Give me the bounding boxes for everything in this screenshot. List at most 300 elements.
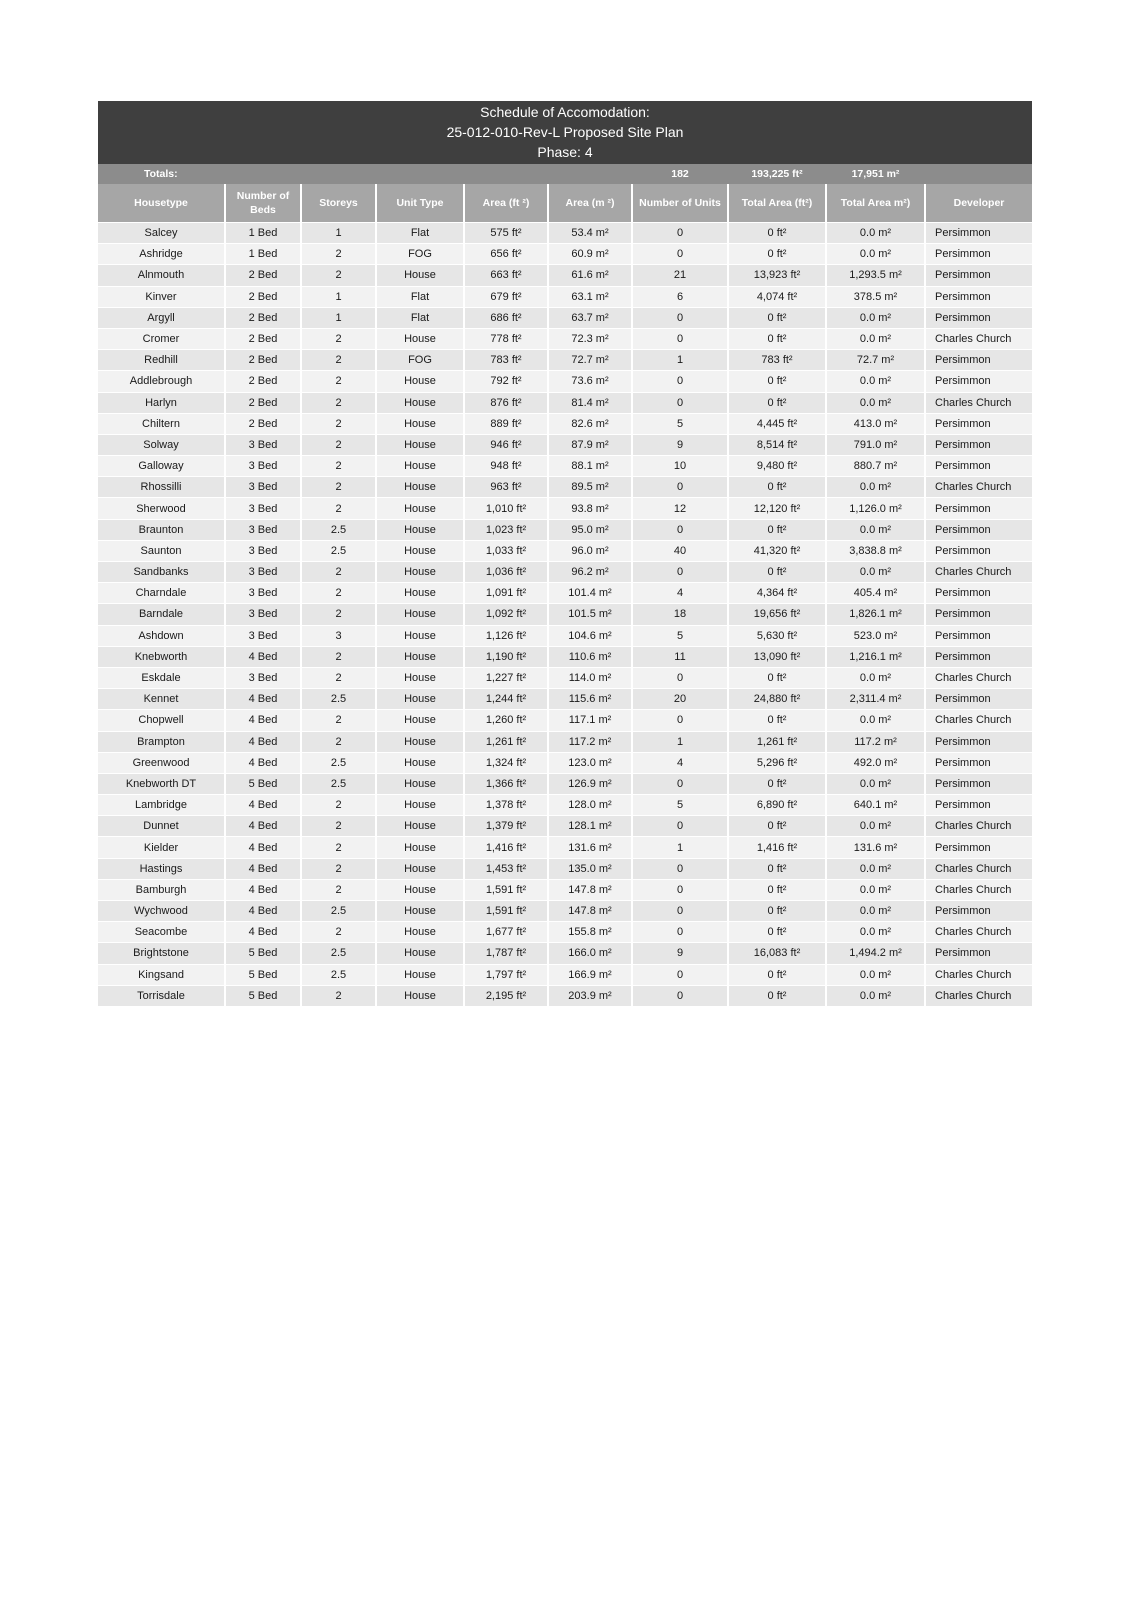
cell-num-units: 0 bbox=[632, 667, 728, 688]
cell-unit-type: House bbox=[376, 498, 464, 519]
cell-num-units: 40 bbox=[632, 540, 728, 561]
cell-storeys: 2 bbox=[301, 837, 376, 858]
cell-area-m2: 61.6 m² bbox=[548, 265, 632, 286]
cell-area-ft2: 778 ft² bbox=[464, 328, 548, 349]
cell-housetype: Barndale bbox=[98, 604, 225, 625]
cell-total-area-m2: 0.0 m² bbox=[826, 392, 925, 413]
cell-area-m2: 72.3 m² bbox=[548, 328, 632, 349]
cell-total-area-m2: 405.4 m² bbox=[826, 583, 925, 604]
cell-housetype: Harlyn bbox=[98, 392, 225, 413]
cell-total-area-m2: 0.0 m² bbox=[826, 879, 925, 900]
cell-developer: Persimmon bbox=[925, 901, 1032, 922]
cell-area-m2: 82.6 m² bbox=[548, 413, 632, 434]
table-row bbox=[98, 265, 1032, 286]
cell-num-units: 0 bbox=[632, 879, 728, 900]
cell-developer: Charles Church bbox=[925, 328, 1032, 349]
cell-storeys: 2 bbox=[301, 456, 376, 477]
cell-beds: 3 Bed bbox=[225, 583, 301, 604]
cell-area-ft2: 1,324 ft² bbox=[464, 752, 548, 773]
cell-housetype: Hastings bbox=[98, 858, 225, 879]
cell-area-m2: 123.0 m² bbox=[548, 752, 632, 773]
cell-area-m2: 115.6 m² bbox=[548, 689, 632, 710]
schedule-sheet bbox=[98, 101, 1032, 1006]
cell-area-m2: 63.1 m² bbox=[548, 286, 632, 307]
header-num-units: Number of Units bbox=[632, 184, 728, 223]
table-row bbox=[98, 837, 1032, 858]
cell-beds: 3 Bed bbox=[225, 477, 301, 498]
header-area-m2: Area (m ²) bbox=[548, 184, 632, 223]
cell-beds: 4 Bed bbox=[225, 646, 301, 667]
table-row bbox=[98, 371, 1032, 392]
cell-storeys: 2 bbox=[301, 328, 376, 349]
cell-developer: Persimmon bbox=[925, 286, 1032, 307]
table-row bbox=[98, 604, 1032, 625]
cell-unit-type: House bbox=[376, 456, 464, 477]
cell-unit-type: House bbox=[376, 328, 464, 349]
cell-total-area-m2: 0.0 m² bbox=[826, 477, 925, 498]
cell-storeys: 1 bbox=[301, 286, 376, 307]
cell-developer: Persimmon bbox=[925, 223, 1032, 244]
cell-storeys: 2 bbox=[301, 667, 376, 688]
cell-storeys: 2.5 bbox=[301, 964, 376, 985]
cell-num-units: 4 bbox=[632, 752, 728, 773]
table-row bbox=[98, 964, 1032, 985]
cell-unit-type: House bbox=[376, 434, 464, 455]
cell-unit-type: House bbox=[376, 519, 464, 540]
cell-area-m2: 60.9 m² bbox=[548, 244, 632, 265]
cell-total-area-ft2: 0 ft² bbox=[728, 816, 826, 837]
cell-beds: 2 Bed bbox=[225, 413, 301, 434]
cell-area-ft2: 963 ft² bbox=[464, 477, 548, 498]
cell-housetype: Charndale bbox=[98, 583, 225, 604]
cell-unit-type: House bbox=[376, 773, 464, 794]
cell-storeys: 2 bbox=[301, 731, 376, 752]
table-row bbox=[98, 223, 1032, 244]
cell-housetype: Bamburgh bbox=[98, 879, 225, 900]
cell-area-ft2: 686 ft² bbox=[464, 307, 548, 328]
cell-housetype: Kennet bbox=[98, 689, 225, 710]
cell-unit-type: House bbox=[376, 667, 464, 688]
cell-unit-type: House bbox=[376, 858, 464, 879]
title-line-1: Schedule of Accomodation: bbox=[480, 104, 650, 120]
table-row bbox=[98, 456, 1032, 477]
cell-housetype: Sandbanks bbox=[98, 562, 225, 583]
cell-storeys: 2.5 bbox=[301, 773, 376, 794]
cell-total-area-ft2: 0 ft² bbox=[728, 371, 826, 392]
cell-storeys: 2 bbox=[301, 985, 376, 1006]
cell-num-units: 5 bbox=[632, 413, 728, 434]
cell-num-units: 0 bbox=[632, 307, 728, 328]
table-row bbox=[98, 646, 1032, 667]
table-row bbox=[98, 286, 1032, 307]
cell-area-ft2: 575 ft² bbox=[464, 223, 548, 244]
table-row bbox=[98, 498, 1032, 519]
cell-housetype: Braunton bbox=[98, 519, 225, 540]
cell-total-area-ft2: 0 ft² bbox=[728, 879, 826, 900]
cell-housetype: Torrisdale bbox=[98, 985, 225, 1006]
cell-housetype: Chiltern bbox=[98, 413, 225, 434]
table-row bbox=[98, 816, 1032, 837]
cell-num-units: 20 bbox=[632, 689, 728, 710]
cell-beds: 4 Bed bbox=[225, 689, 301, 710]
cell-total-area-ft2: 4,074 ft² bbox=[728, 286, 826, 307]
cell-housetype: Kingsand bbox=[98, 964, 225, 985]
cell-housetype: Kielder bbox=[98, 837, 225, 858]
cell-total-area-m2: 1,494.2 m² bbox=[826, 943, 925, 964]
cell-developer: Charles Church bbox=[925, 985, 1032, 1006]
cell-unit-type: House bbox=[376, 964, 464, 985]
cell-total-area-m2: 3,838.8 m² bbox=[826, 540, 925, 561]
cell-area-m2: 73.6 m² bbox=[548, 371, 632, 392]
cell-area-ft2: 1,677 ft² bbox=[464, 922, 548, 943]
table-row bbox=[98, 434, 1032, 455]
cell-area-ft2: 889 ft² bbox=[464, 413, 548, 434]
cell-developer: Persimmon bbox=[925, 540, 1032, 561]
cell-housetype: Addlebrough bbox=[98, 371, 225, 392]
cell-unit-type: House bbox=[376, 943, 464, 964]
cell-area-m2: 147.8 m² bbox=[548, 901, 632, 922]
cell-housetype: Sherwood bbox=[98, 498, 225, 519]
cell-total-area-ft2: 0 ft² bbox=[728, 667, 826, 688]
cell-area-ft2: 876 ft² bbox=[464, 392, 548, 413]
cell-housetype: Galloway bbox=[98, 456, 225, 477]
cell-total-area-m2: 1,826.1 m² bbox=[826, 604, 925, 625]
cell-unit-type: House bbox=[376, 922, 464, 943]
cell-area-ft2: 1,010 ft² bbox=[464, 498, 548, 519]
cell-area-ft2: 1,092 ft² bbox=[464, 604, 548, 625]
cell-area-ft2: 1,797 ft² bbox=[464, 964, 548, 985]
cell-developer: Persimmon bbox=[925, 837, 1032, 858]
cell-beds: 4 Bed bbox=[225, 731, 301, 752]
cell-area-m2: 114.0 m² bbox=[548, 667, 632, 688]
cell-total-area-ft2: 783 ft² bbox=[728, 350, 826, 371]
cell-storeys: 2 bbox=[301, 646, 376, 667]
cell-unit-type: House bbox=[376, 689, 464, 710]
cell-total-area-m2: 880.7 m² bbox=[826, 456, 925, 477]
cell-housetype: Saunton bbox=[98, 540, 225, 561]
cell-developer: Charles Church bbox=[925, 816, 1032, 837]
cell-storeys: 2.5 bbox=[301, 540, 376, 561]
cell-num-units: 0 bbox=[632, 816, 728, 837]
cell-area-ft2: 2,195 ft² bbox=[464, 985, 548, 1006]
cell-total-area-ft2: 41,320 ft² bbox=[728, 540, 826, 561]
cell-developer: Persimmon bbox=[925, 625, 1032, 646]
cell-area-m2: 110.6 m² bbox=[548, 646, 632, 667]
totals-area-m2: 17,951 m² bbox=[826, 164, 925, 184]
table-row bbox=[98, 519, 1032, 540]
cell-area-ft2: 656 ft² bbox=[464, 244, 548, 265]
cell-total-area-ft2: 0 ft² bbox=[728, 964, 826, 985]
cell-total-area-ft2: 16,083 ft² bbox=[728, 943, 826, 964]
cell-housetype: Alnmouth bbox=[98, 265, 225, 286]
cell-area-m2: 81.4 m² bbox=[548, 392, 632, 413]
cell-beds: 3 Bed bbox=[225, 604, 301, 625]
cell-total-area-m2: 640.1 m² bbox=[826, 795, 925, 816]
cell-developer: Charles Church bbox=[925, 392, 1032, 413]
cell-area-ft2: 948 ft² bbox=[464, 456, 548, 477]
cell-area-ft2: 1,453 ft² bbox=[464, 858, 548, 879]
cell-total-area-m2: 0.0 m² bbox=[826, 773, 925, 794]
cell-storeys: 2.5 bbox=[301, 689, 376, 710]
cell-developer: Persimmon bbox=[925, 371, 1032, 392]
cell-total-area-m2: 492.0 m² bbox=[826, 752, 925, 773]
header-total-area-ft2: Total Area (ft²) bbox=[728, 184, 826, 223]
cell-unit-type: House bbox=[376, 562, 464, 583]
cell-total-area-ft2: 19,656 ft² bbox=[728, 604, 826, 625]
cell-area-m2: 101.4 m² bbox=[548, 583, 632, 604]
cell-unit-type: Flat bbox=[376, 223, 464, 244]
cell-beds: 3 Bed bbox=[225, 434, 301, 455]
cell-storeys: 2 bbox=[301, 265, 376, 286]
cell-beds: 2 Bed bbox=[225, 265, 301, 286]
cell-total-area-ft2: 5,296 ft² bbox=[728, 752, 826, 773]
cell-storeys: 2 bbox=[301, 795, 376, 816]
cell-beds: 4 Bed bbox=[225, 901, 301, 922]
cell-area-m2: 166.0 m² bbox=[548, 943, 632, 964]
cell-unit-type: House bbox=[376, 837, 464, 858]
cell-num-units: 6 bbox=[632, 286, 728, 307]
cell-num-units: 5 bbox=[632, 625, 728, 646]
cell-unit-type: FOG bbox=[376, 244, 464, 265]
cell-num-units: 9 bbox=[632, 943, 728, 964]
table-row bbox=[98, 244, 1032, 265]
cell-developer: Persimmon bbox=[925, 689, 1032, 710]
cell-total-area-m2: 523.0 m² bbox=[826, 625, 925, 646]
table-row bbox=[98, 583, 1032, 604]
table-row bbox=[98, 943, 1032, 964]
cell-total-area-ft2: 0 ft² bbox=[728, 519, 826, 540]
cell-storeys: 2.5 bbox=[301, 943, 376, 964]
cell-num-units: 0 bbox=[632, 922, 728, 943]
table-row bbox=[98, 752, 1032, 773]
cell-developer: Persimmon bbox=[925, 752, 1032, 773]
cell-area-m2: 88.1 m² bbox=[548, 456, 632, 477]
cell-total-area-ft2: 24,880 ft² bbox=[728, 689, 826, 710]
cell-developer: Persimmon bbox=[925, 646, 1032, 667]
cell-area-ft2: 1,227 ft² bbox=[464, 667, 548, 688]
cell-area-m2: 72.7 m² bbox=[548, 350, 632, 371]
cell-total-area-m2: 0.0 m² bbox=[826, 901, 925, 922]
cell-total-area-ft2: 1,416 ft² bbox=[728, 837, 826, 858]
cell-num-units: 10 bbox=[632, 456, 728, 477]
cell-developer: Charles Church bbox=[925, 477, 1032, 498]
cell-num-units: 0 bbox=[632, 519, 728, 540]
cell-beds: 1 Bed bbox=[225, 244, 301, 265]
cell-developer: Persimmon bbox=[925, 434, 1032, 455]
title-line-3: Phase: 4 bbox=[537, 144, 593, 160]
cell-num-units: 1 bbox=[632, 350, 728, 371]
cell-unit-type: FOG bbox=[376, 350, 464, 371]
cell-area-m2: 89.5 m² bbox=[548, 477, 632, 498]
cell-total-area-m2: 378.5 m² bbox=[826, 286, 925, 307]
cell-area-ft2: 1,787 ft² bbox=[464, 943, 548, 964]
cell-total-area-m2: 413.0 m² bbox=[826, 413, 925, 434]
cell-area-ft2: 1,126 ft² bbox=[464, 625, 548, 646]
cell-developer: Persimmon bbox=[925, 244, 1032, 265]
cell-total-area-m2: 1,216.1 m² bbox=[826, 646, 925, 667]
cell-unit-type: House bbox=[376, 477, 464, 498]
table-row bbox=[98, 562, 1032, 583]
cell-housetype: Ashdown bbox=[98, 625, 225, 646]
table-row bbox=[98, 350, 1032, 371]
header-beds-line1: Number of bbox=[236, 190, 290, 202]
cell-beds: 2 Bed bbox=[225, 307, 301, 328]
cell-beds: 4 Bed bbox=[225, 710, 301, 731]
cell-area-m2: 87.9 m² bbox=[548, 434, 632, 455]
cell-total-area-m2: 2,311.4 m² bbox=[826, 689, 925, 710]
cell-total-area-ft2: 13,090 ft² bbox=[728, 646, 826, 667]
cell-beds: 5 Bed bbox=[225, 985, 301, 1006]
cell-housetype: Brampton bbox=[98, 731, 225, 752]
cell-unit-type: House bbox=[376, 710, 464, 731]
cell-total-area-m2: 0.0 m² bbox=[826, 307, 925, 328]
cell-beds: 4 Bed bbox=[225, 752, 301, 773]
cell-developer: Persimmon bbox=[925, 265, 1032, 286]
cell-area-m2: 96.2 m² bbox=[548, 562, 632, 583]
cell-beds: 4 Bed bbox=[225, 858, 301, 879]
cell-num-units: 0 bbox=[632, 244, 728, 265]
cell-area-m2: 131.6 m² bbox=[548, 837, 632, 858]
cell-area-m2: 155.8 m² bbox=[548, 922, 632, 943]
table-row bbox=[98, 922, 1032, 943]
cell-total-area-ft2: 0 ft² bbox=[728, 858, 826, 879]
cell-total-area-ft2: 0 ft² bbox=[728, 985, 826, 1006]
cell-housetype: Dunnet bbox=[98, 816, 225, 837]
cell-storeys: 2.5 bbox=[301, 901, 376, 922]
cell-beds: 4 Bed bbox=[225, 816, 301, 837]
cell-area-ft2: 1,091 ft² bbox=[464, 583, 548, 604]
cell-num-units: 0 bbox=[632, 710, 728, 731]
cell-housetype: Ashridge bbox=[98, 244, 225, 265]
cell-num-units: 0 bbox=[632, 858, 728, 879]
cell-total-area-ft2: 0 ft² bbox=[728, 901, 826, 922]
cell-developer: Persimmon bbox=[925, 307, 1032, 328]
table-row bbox=[98, 667, 1032, 688]
cell-beds: 4 Bed bbox=[225, 837, 301, 858]
table-row bbox=[98, 710, 1032, 731]
cell-developer: Charles Church bbox=[925, 858, 1032, 879]
title-line-2: 25-012-010-Rev-L Proposed Site Plan bbox=[446, 124, 684, 140]
table-row bbox=[98, 625, 1032, 646]
table-row bbox=[98, 477, 1032, 498]
title-block bbox=[98, 101, 1032, 164]
cell-storeys: 1 bbox=[301, 223, 376, 244]
cell-storeys: 2 bbox=[301, 392, 376, 413]
cell-total-area-m2: 0.0 m² bbox=[826, 816, 925, 837]
cell-housetype: Cromer bbox=[98, 328, 225, 349]
cell-num-units: 12 bbox=[632, 498, 728, 519]
cell-total-area-ft2: 13,923 ft² bbox=[728, 265, 826, 286]
table-row bbox=[98, 858, 1032, 879]
cell-unit-type: House bbox=[376, 625, 464, 646]
cell-total-area-m2: 0.0 m² bbox=[826, 244, 925, 265]
cell-area-m2: 128.1 m² bbox=[548, 816, 632, 837]
cell-unit-type: House bbox=[376, 265, 464, 286]
cell-unit-type: House bbox=[376, 540, 464, 561]
cell-beds: 4 Bed bbox=[225, 795, 301, 816]
cell-developer: Persimmon bbox=[925, 583, 1032, 604]
cell-beds: 5 Bed bbox=[225, 943, 301, 964]
cell-beds: 2 Bed bbox=[225, 286, 301, 307]
cell-total-area-ft2: 0 ft² bbox=[728, 710, 826, 731]
cell-storeys: 2 bbox=[301, 879, 376, 900]
cell-area-ft2: 1,244 ft² bbox=[464, 689, 548, 710]
cell-unit-type: Flat bbox=[376, 307, 464, 328]
cell-developer: Charles Church bbox=[925, 922, 1032, 943]
cell-storeys: 2 bbox=[301, 858, 376, 879]
header-beds-line2: Beds bbox=[250, 204, 276, 216]
cell-area-m2: 101.5 m² bbox=[548, 604, 632, 625]
cell-developer: Persimmon bbox=[925, 413, 1032, 434]
table-row bbox=[98, 328, 1032, 349]
cell-storeys: 2 bbox=[301, 562, 376, 583]
cell-area-m2: 93.8 m² bbox=[548, 498, 632, 519]
cell-total-area-ft2: 4,364 ft² bbox=[728, 583, 826, 604]
cell-unit-type: House bbox=[376, 879, 464, 900]
cell-total-area-ft2: 4,445 ft² bbox=[728, 413, 826, 434]
cell-beds: 2 Bed bbox=[225, 350, 301, 371]
cell-storeys: 2.5 bbox=[301, 519, 376, 540]
table-row bbox=[98, 985, 1032, 1006]
cell-total-area-m2: 0.0 m² bbox=[826, 562, 925, 583]
cell-beds: 3 Bed bbox=[225, 456, 301, 477]
cell-total-area-m2: 0.0 m² bbox=[826, 710, 925, 731]
cell-area-ft2: 663 ft² bbox=[464, 265, 548, 286]
table-row bbox=[98, 689, 1032, 710]
cell-total-area-ft2: 0 ft² bbox=[728, 773, 826, 794]
header-total-area-m2: Total Area m²) bbox=[826, 184, 925, 223]
cell-developer: Persimmon bbox=[925, 604, 1032, 625]
cell-total-area-ft2: 0 ft² bbox=[728, 223, 826, 244]
cell-developer: Persimmon bbox=[925, 773, 1032, 794]
cell-beds: 5 Bed bbox=[225, 773, 301, 794]
cell-unit-type: House bbox=[376, 371, 464, 392]
cell-area-m2: 128.0 m² bbox=[548, 795, 632, 816]
cell-area-ft2: 1,379 ft² bbox=[464, 816, 548, 837]
cell-unit-type: House bbox=[376, 583, 464, 604]
cell-housetype: Seacombe bbox=[98, 922, 225, 943]
cell-total-area-m2: 0.0 m² bbox=[826, 223, 925, 244]
cell-storeys: 2 bbox=[301, 710, 376, 731]
table-row bbox=[98, 307, 1032, 328]
cell-total-area-m2: 0.0 m² bbox=[826, 328, 925, 349]
cell-total-area-ft2: 0 ft² bbox=[728, 922, 826, 943]
cell-total-area-ft2: 0 ft² bbox=[728, 477, 826, 498]
cell-housetype: Knebworth bbox=[98, 646, 225, 667]
cell-developer: Persimmon bbox=[925, 456, 1032, 477]
cell-storeys: 2 bbox=[301, 583, 376, 604]
cell-beds: 3 Bed bbox=[225, 625, 301, 646]
cell-housetype: Solway bbox=[98, 434, 225, 455]
header-unit-type: Unit Type bbox=[376, 184, 464, 223]
cell-total-area-m2: 0.0 m² bbox=[826, 667, 925, 688]
cell-area-m2: 126.9 m² bbox=[548, 773, 632, 794]
header-housetype: Housetype bbox=[98, 184, 225, 223]
header-storeys: Storeys bbox=[301, 184, 376, 223]
header-area-ft2: Area (ft ²) bbox=[464, 184, 548, 223]
cell-total-area-m2: 1,126.0 m² bbox=[826, 498, 925, 519]
cell-num-units: 0 bbox=[632, 392, 728, 413]
cell-unit-type: House bbox=[376, 985, 464, 1006]
cell-storeys: 2 bbox=[301, 816, 376, 837]
cell-beds: 4 Bed bbox=[225, 922, 301, 943]
cell-area-m2: 135.0 m² bbox=[548, 858, 632, 879]
cell-num-units: 21 bbox=[632, 265, 728, 286]
cell-unit-type: Flat bbox=[376, 286, 464, 307]
cell-area-m2: 95.0 m² bbox=[548, 519, 632, 540]
cell-unit-type: House bbox=[376, 731, 464, 752]
cell-unit-type: House bbox=[376, 604, 464, 625]
